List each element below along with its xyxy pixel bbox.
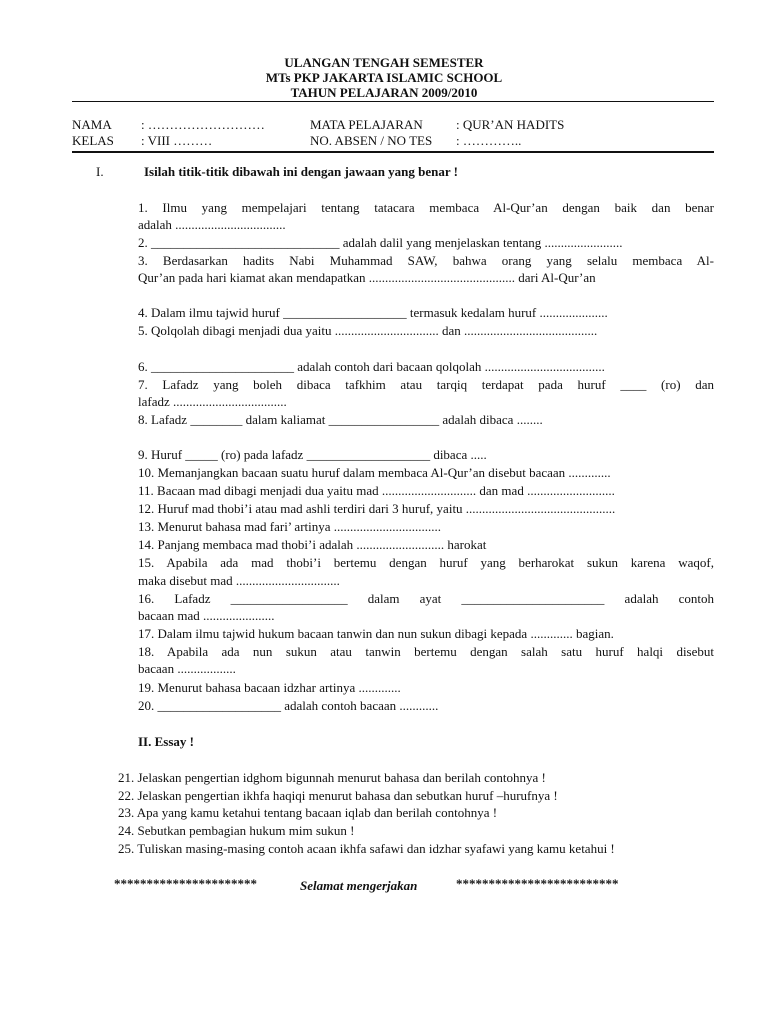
question-12: 12. Huruf mad thobi’i atau mad ashli terdiri dari 3 huruf, yaitu .............................................. — [138, 501, 616, 516]
footer-stars-right: ************************* — [456, 876, 619, 891]
question-5: 5. Qolqolah dibagi menjadi dua yaitu ................................ dan ......................................... — [138, 323, 598, 338]
question-2: 2. _____________________________ adalah dalil yang menjelaskan tentang ........................ — [138, 235, 623, 250]
question-7-line-1: 7. Lafadz yang boleh dibaca tafkhim atau tarqiq terdapat pada huruf ____ (ro) dan — [138, 377, 714, 392]
academic-year: TAHUN PELAJARAN 2009/2010 — [290, 85, 478, 100]
question-17: 17. Dalam ilmu tajwid hukum bacaan tanwin dan nun sukun dibagi kepada ............. bagian. — [138, 626, 614, 641]
closing-message: Selamat mengerjakan — [300, 878, 418, 893]
question-7-line-2: lafadz ................................... — [138, 394, 287, 409]
question-3-line-1: 3. Berdasarkan hadits Nabi Muhammad SAW, bahwa orang yang selalu membaca Al- — [138, 253, 714, 268]
section-1-title: Isilah titik-titik dibawah ini dengan jawaan yang benar ! — [144, 164, 458, 179]
question-4: 4. Dalam ilmu tajwid huruf ___________________ termasuk kedalam huruf ..................... — [138, 305, 608, 320]
question-1-line-1: 1. Ilmu yang mempelajari tentang tatacara membaca Al-Qur’an dengan baik dan benar — [138, 200, 714, 215]
question-11: 11. Bacaan mad dibagi menjadi dua yaitu mad ............................. dan mad ........................... — [138, 483, 615, 498]
essay-23: 23. Apa yang kamu ketahui tentang bacaan iqlab dan berilah contohnya ! — [118, 805, 498, 820]
essay-22: 22. Jelaskan pengertian ikhfa haqiqi menurut bahasa dan sebutkan huruf –hurufnya ! — [118, 788, 558, 803]
absen-value: : ………….. — [456, 133, 522, 148]
question-6: 6. ______________________ adalah contoh dari bacaan qolqolah ..................................... — [138, 359, 605, 374]
absen-label: NO. ABSEN / NO TES — [310, 133, 433, 148]
essay-24: 24. Sebutkan pembagian hukum mim sukun ! — [118, 823, 355, 838]
question-1-line-2: adalah .................................. — [138, 217, 286, 232]
header-divider — [72, 101, 714, 102]
question-10: 10. Memanjangkan bacaan suatu huruf dalam membaca Al-Qur’an disebut bacaan ............. — [138, 465, 611, 480]
question-15-line-2: maka disebut mad ................................ — [138, 573, 340, 588]
question-9: 9. Huruf _____ (ro) pada lafadz ___________________ dibaca ..... — [138, 447, 487, 462]
question-13: 13. Menurut bahasa mad fari’ artinya ................................. — [138, 519, 442, 534]
question-15-line-1: 15. Apabila ada mad thobi’i bertemu dengan huruf yang berharokat sukun karena waqof, — [138, 555, 714, 570]
nama-value: : ……………………… — [141, 117, 265, 132]
question-18-line-1: 18. Apabila ada nun sukun atau tanwin bertemu dengan salah satu huruf halqi disebut — [138, 644, 714, 659]
section-1-number: I. — [96, 164, 104, 179]
nama-label: NAMA — [72, 117, 112, 132]
question-14: 14. Panjang membaca mad thobi’i adalah ........................... harokat — [138, 537, 487, 552]
mapel-label: MATA PELAJARAN — [310, 117, 423, 132]
kelas-label: KELAS — [72, 133, 114, 148]
exam-title: ULANGAN TENGAH SEMESTER — [284, 55, 484, 70]
essay-21: 21. Jelaskan pengertian idghom bigunnah menurut bahasa dan berilah contohnya ! — [118, 770, 546, 785]
question-19: 19. Menurut bahasa bacaan idzhar artinya ............. — [138, 680, 401, 695]
question-16-line-2: bacaan mad ...................... — [138, 608, 275, 623]
question-20: 20. ___________________ adalah contoh bacaan ............ — [138, 698, 439, 713]
mapel-value: : QUR’AN HADITS — [456, 117, 565, 132]
question-8: 8. Lafadz ________ dalam kaliamat _________________ adalah dibaca ........ — [138, 412, 543, 427]
kelas-value: : VIII ……… — [141, 133, 213, 148]
question-16-line-1: 16. Lafadz __________________ dalam ayat ______________________ adalah contoh — [138, 591, 714, 606]
question-3-line-2: Qur’an pada hari kiamat akan mendapatkan ............................................. dari Al-Qur’an — [138, 270, 596, 285]
essay-25: 25. Tuliskan masing-masing contoh acaan ikhfa safawi dan idzhar syafawi yang kamu ketahui ! — [118, 841, 615, 856]
section-2-title: II. Essay ! — [138, 734, 194, 749]
info-divider — [72, 151, 714, 153]
footer-stars-left: ********************** — [114, 876, 257, 891]
school-name: MTs PKP JAKARTA ISLAMIC SCHOOL — [265, 70, 503, 85]
question-18-line-2: bacaan .................. — [138, 661, 236, 676]
